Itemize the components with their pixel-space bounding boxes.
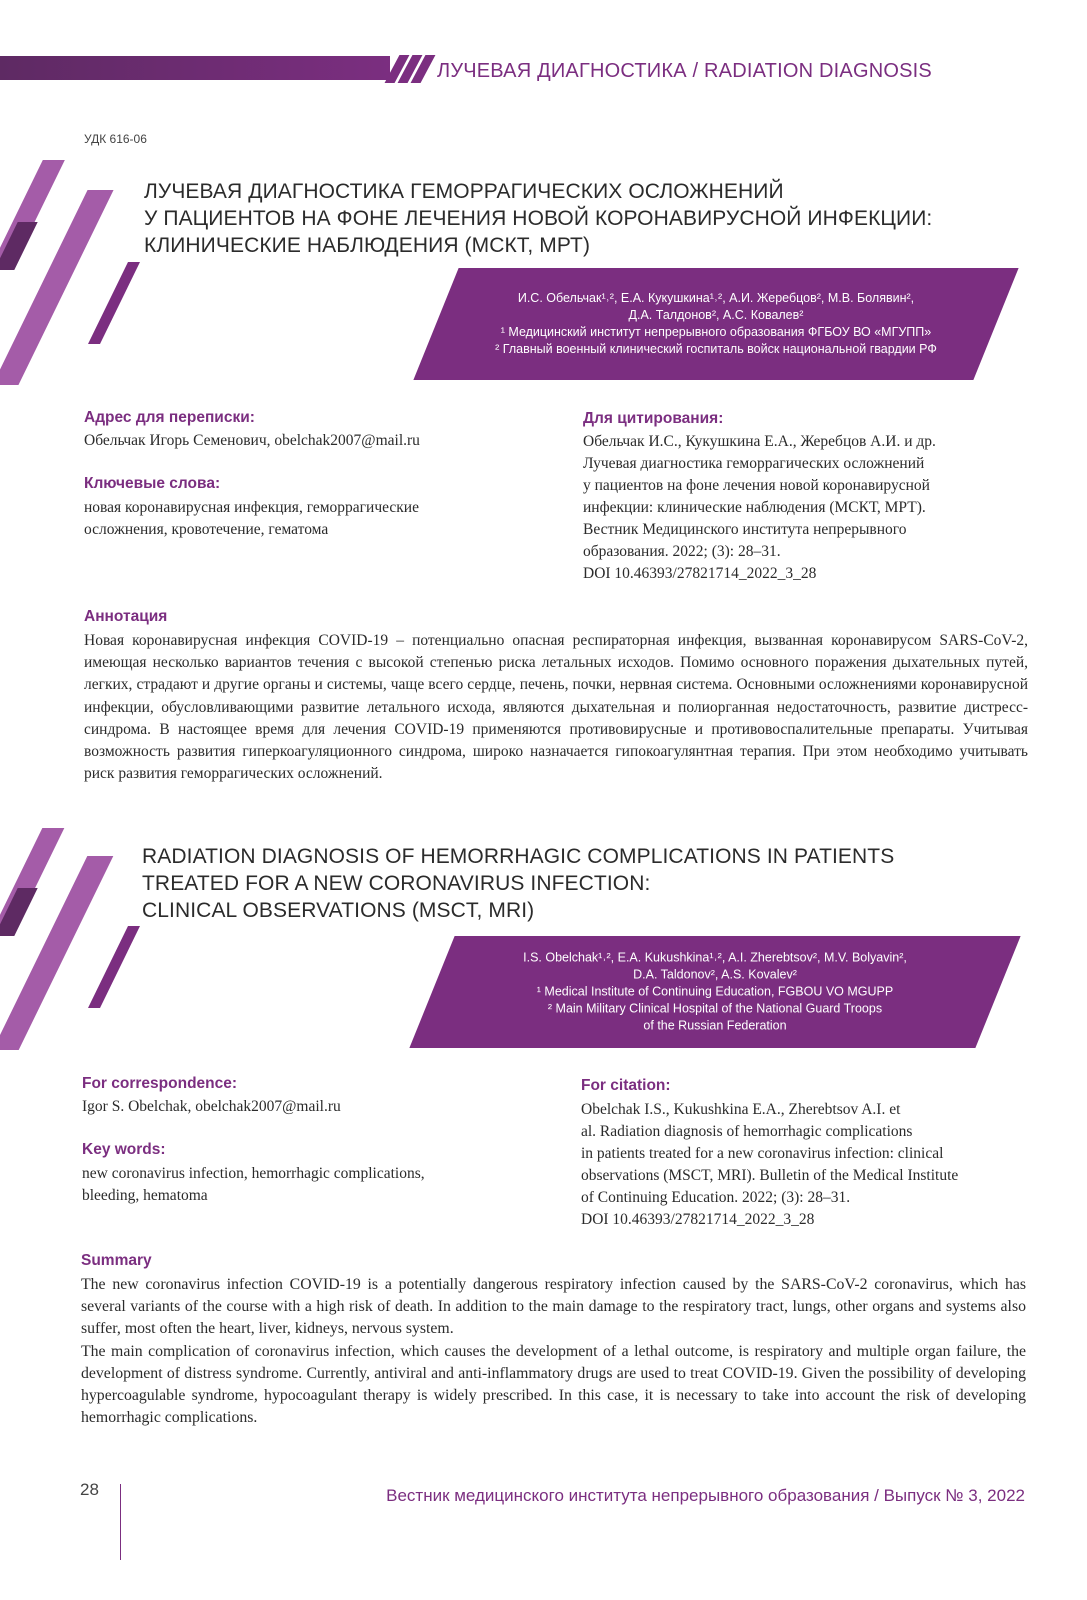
keywords-text-en — [82, 1163, 425, 1207]
summary-paragraph: The main complication of coronavirus infection, which causes the development of a lethal outcome, is respiratory and multiple organ failure, the development of distress syndrome. Currently, antiviral and anti-inflammatory drugs are used to treat COVID-19. Given the possibility of developing hypercoagulable syndrome, hypocoagulant therapy is widely prescribed. In this case, it is necessary to take into account the risk of developing hemorrhagic complications. — [81, 1342, 1026, 1427]
decorative-stripe — [88, 926, 140, 1008]
abstract-text: Новая коронавирусная инфекция COVID-19 – потенциально опасная респираторная инфекция, вызванная коронавирусом SARS-CoV-2, имеющая несколько вариантов течения с высокой степенью риска летальных исходов. Помимо основного поражения дыхательных путей, легких, страдают и другие органы и системы, чаще всего сердце, печень, почки, нервная система. Основными осложнениями коронавирусной инфекции, обусловливающими развитие летального исхода, являются дыхательная и полиорганная недостаточность, развитие дистресс-синдрома. В настоящее время для лечения COVID-19 применяются противовирусные и противовоспалительные препараты. Учитывая возможность развития гиперкоагуляционного синдрома, широко назначается гипокоагулянтная терапия. При этом необходимо учитывать риск развития геморрагических осложнений. — [84, 632, 1028, 783]
title-line: У ПАЦИЕНТОВ НА ФОНЕ ЛЕЧЕНИЯ НОВОЙ КОРОНАВИРУСНОЙ ИНФЕКЦИИ: — [144, 207, 933, 230]
affiliation-line: ² Главный военный клинический госпиталь войск национальной гвардии РФ — [495, 342, 937, 356]
page-number: 28 — [80, 1480, 99, 1499]
journal-name: Вестник медицинского института непрерывного образования / Выпуск № 3, 2022 — [386, 1486, 1025, 1505]
citation-line: инфекции: клинические наблюдения (МСКТ, МРТ). — [583, 499, 926, 516]
citation-line: у пациентов на фоне лечения новой коронавирусной — [583, 477, 930, 494]
summary-label: Summary — [81, 1252, 152, 1269]
citation-line: Obelchak I.S., Kukushkina E.A., Zherebtsov A.I. et — [581, 1101, 901, 1118]
keywords-text-ru — [84, 497, 419, 541]
correspondence-label-en: For correspondence: — [82, 1075, 238, 1092]
citation-line: DOI 10.46393/27821714_2022_3_28 — [583, 565, 817, 582]
affiliation-line: ¹ Медицинский институт непрерывного образования ФГБОУ ВО «МГУПП» — [500, 325, 932, 339]
citation-line: al. Radiation diagnosis of hemorrhagic complications — [581, 1123, 913, 1140]
keywords-line: bleeding, hematoma — [82, 1187, 208, 1204]
authors-line: D.A. Taldonov², A.S. Kovalev² — [633, 967, 797, 982]
authors-band-ru — [413, 268, 1018, 380]
keywords-line: осложнения, кровотечение, гематома — [84, 521, 329, 538]
header-bar — [0, 56, 390, 80]
citation-line: in patients treated for a new coronavirus infection: clinical — [581, 1145, 944, 1162]
citation-label-en: For citation: — [581, 1077, 671, 1094]
title-line: CLINICAL OBSERVATIONS (MSCT, MRI) — [142, 899, 535, 922]
citation-line: Вестник Медицинского института непрерывного — [583, 521, 907, 538]
citation-line: DOI 10.46393/27821714_2022_3_28 — [581, 1211, 815, 1228]
correspondence-label-ru: Адрес для переписки: — [84, 409, 255, 426]
affiliation-line: ² Main Military Clinical Hospital of the National Guard Troops — [547, 1001, 883, 1016]
authors-band-en — [409, 936, 1020, 1048]
authors-line: И.С. Обельчак¹˒², Е.А. Кукушкина¹˒², А.И. Жеребцов², М.В. Болявин², — [517, 291, 915, 305]
article-title-ru — [144, 178, 932, 259]
title-line: КЛИНИЧЕСКИЕ НАБЛЮДЕНИЯ (МСКТ, МРТ) — [144, 234, 591, 257]
correspondence-text-ru — [84, 430, 420, 452]
section-title: ЛУЧЕВАЯ ДИАГНОСТИКА / RADIATION DIAGNOSIS — [437, 60, 932, 82]
abstract-label: Аннотация — [84, 608, 168, 625]
citation-line: of Continuing Education. 2022; (3): 28–31. — [581, 1189, 851, 1206]
footer-divider — [120, 1484, 121, 1560]
citation-line: Обельчак И.С., Кукушкина Е.А., Жеребцов А.И. и др. — [583, 433, 936, 450]
citation-text-ru — [583, 431, 936, 585]
decorative-stripe — [0, 222, 38, 270]
authors-line: Д.А. Талдонов², А.С. Ковалев² — [628, 308, 804, 322]
correspondence-line: Обельчак Игорь Семенович, obelchak2007@mail.ru — [84, 432, 420, 449]
decorative-stripe — [88, 262, 140, 344]
keywords-label-ru: Ключевые слова: — [84, 475, 221, 492]
citation-line: Лучевая диагностика геморрагических осложнений — [583, 455, 925, 472]
correspondence-line: Igor S. Obelchak, obelchak2007@mail.ru — [82, 1098, 341, 1115]
summary-paragraph: The new coronavirus infection COVID-19 is a potentially dangerous respiratory infection caused by the SARS-CoV-2 coronavirus, which has several variants of the course with a high risk of death. In addition to the main damage to the respiratory tract, lungs, other organs and systems also suffer, most often the heart, liver, kidneys, nervous system. — [81, 1276, 1026, 1338]
citation-text-en — [581, 1099, 958, 1231]
summary-text — [81, 1274, 1026, 1429]
article-title-en — [142, 843, 894, 924]
citation-line: образования. 2022; (3): 28–31. — [583, 543, 781, 560]
authors-line: I.S. Obelchak¹˒², E.A. Kukushkina¹˒², A.I. Zherebtsov², M.V. Bolyavin², — [523, 950, 907, 965]
keywords-line: new coronavirus infection, hemorrhagic complications, — [82, 1165, 425, 1182]
correspondence-text-en — [82, 1096, 341, 1118]
keywords-label-en: Key words: — [82, 1141, 166, 1158]
title-line: TREATED FOR A NEW CORONAVIRUS INFECTION: — [142, 872, 651, 895]
affiliation-line: ¹ Medical Institute of Continuing Education, FGBOU VO MGUPP — [536, 984, 894, 999]
title-line: ЛУЧЕВАЯ ДИАГНОСТИКА ГЕМОРРАГИЧЕСКИХ ОСЛОЖНЕНИЙ — [144, 180, 784, 203]
title-line: RADIATION DIAGNOSIS OF HEMORRHAGIC COMPLICATIONS IN PATIENTS — [142, 845, 895, 868]
affiliation-line: of the Russian Federation — [643, 1018, 787, 1033]
citation-line: observations (MSCT, MRI). Bulletin of the Medical Institute — [581, 1167, 959, 1184]
citation-label-ru: Для цитирования: — [583, 410, 724, 427]
udk-code: УДК 616-06 — [84, 132, 147, 146]
decorative-stripe — [0, 888, 38, 936]
keywords-line: новая коронавирусная инфекция, геморрагические — [84, 499, 419, 516]
